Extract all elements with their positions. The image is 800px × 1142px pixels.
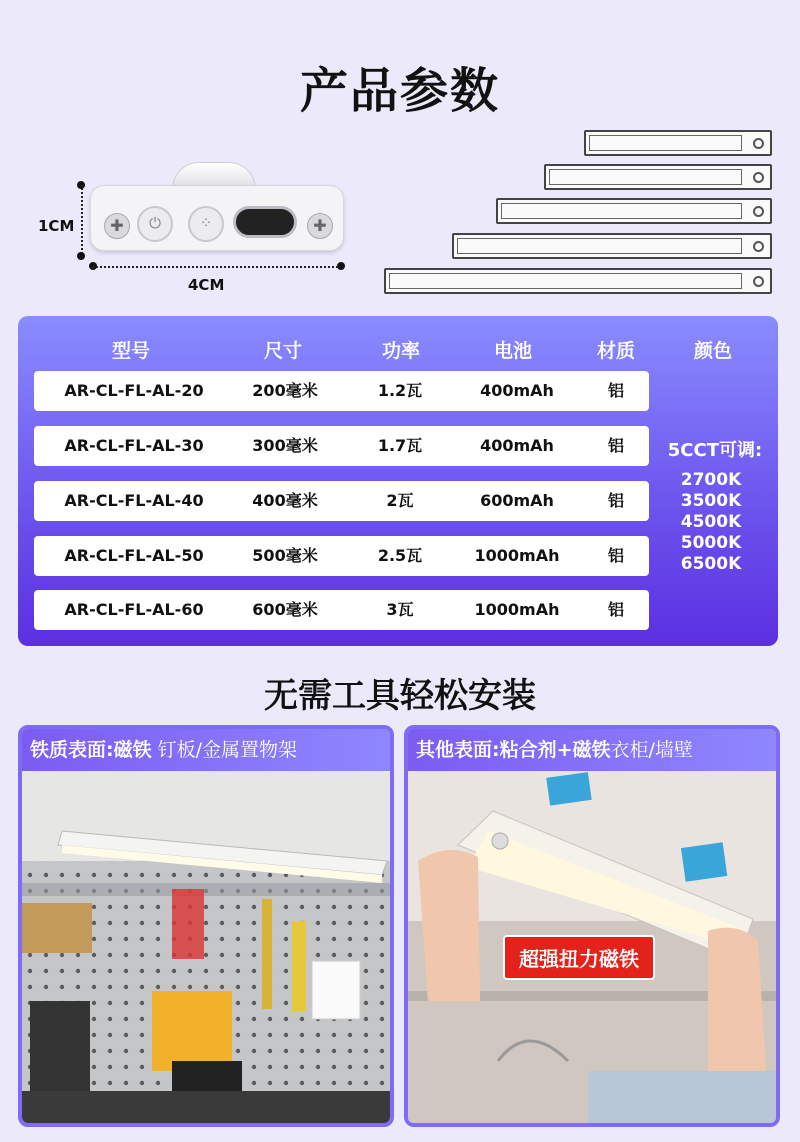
sensor-icon <box>753 241 764 252</box>
header-model: 型号 <box>111 340 150 362</box>
table-row <box>34 371 649 411</box>
cell-model: AR-CL-FL-AL-40 <box>64 491 204 510</box>
power-button-icon: ⏻ <box>137 206 173 242</box>
install-panel-other <box>404 725 780 1127</box>
screw-icon: ✚ <box>307 213 333 239</box>
height-label: 1CM <box>38 217 75 235</box>
panel-heading-rest: 钉板/金属置物架 <box>151 739 298 761</box>
sensor-icon <box>753 206 764 217</box>
color-temp-item: 5000K <box>680 533 742 553</box>
light-bar-300 <box>544 164 772 190</box>
panel-heading-bold: 铁质表面:磁铁 <box>30 739 152 761</box>
sensor-icon <box>753 172 764 183</box>
light-bar-200 <box>584 130 772 156</box>
sensor-button-icon: ⁘ <box>188 206 224 242</box>
panel-heading-rest: 衣柜/墙壁 <box>610 739 693 761</box>
color-temp-item: 3500K <box>680 491 742 511</box>
cell-size: 300毫米 <box>252 436 318 455</box>
cell-size: 500毫米 <box>252 546 318 565</box>
width-dimension-line <box>93 266 341 268</box>
cell-material: 铝 <box>607 546 624 565</box>
light-bar-400 <box>496 198 772 224</box>
cell-model: AR-CL-FL-AL-30 <box>64 436 204 455</box>
color-temp-item: 2700K <box>680 470 742 490</box>
cell-material: 铝 <box>607 381 624 400</box>
cell-battery: 1000mAh <box>474 600 560 619</box>
install-panel-metal <box>18 725 394 1127</box>
header-battery: 电池 <box>493 340 532 362</box>
width-label: 4CM <box>188 276 225 294</box>
cell-model: AR-CL-FL-AL-60 <box>64 600 204 619</box>
header-power: 功率 <box>381 340 420 362</box>
color-temp-heading: 5CCT可调: <box>667 440 763 461</box>
cell-battery: 400mAh <box>480 381 554 400</box>
table-row <box>34 481 649 521</box>
cell-model: AR-CL-FL-AL-50 <box>64 546 204 565</box>
cell-power: 3瓦 <box>386 600 414 619</box>
cell-size: 400毫米 <box>252 491 318 510</box>
header-material: 材质 <box>596 340 635 362</box>
cell-power: 2.5瓦 <box>377 546 423 565</box>
light-bar-600 <box>384 268 772 294</box>
cell-power: 1.7瓦 <box>377 436 423 455</box>
color-temp-item: 6500K <box>680 554 742 574</box>
panel-heading <box>22 729 390 771</box>
cell-material: 铝 <box>607 600 624 619</box>
cell-battery: 600mAh <box>480 491 554 510</box>
install-title: 无需工具轻松安装 <box>264 676 536 716</box>
height-dimension-line <box>81 185 83 257</box>
screw-icon: ✚ <box>104 213 130 239</box>
usb-c-port <box>233 206 297 238</box>
cell-size: 600毫米 <box>252 600 318 619</box>
table-row <box>34 426 649 466</box>
magnet-tag: 超强扭力磁铁 <box>503 935 655 980</box>
pegboard-photo <box>22 771 390 1127</box>
table-row <box>34 536 649 576</box>
light-bar-500 <box>452 233 772 259</box>
sensor-icon <box>753 276 764 287</box>
cell-material: 铝 <box>607 491 624 510</box>
cell-battery: 400mAh <box>480 436 554 455</box>
color-temp-item: 4500K <box>680 512 742 532</box>
color-temp-list <box>652 470 770 575</box>
cell-material: 铝 <box>607 436 624 455</box>
cell-battery: 1000mAh <box>474 546 560 565</box>
page-title: 产品参数 <box>299 63 500 119</box>
dimension-dot <box>337 262 345 270</box>
cell-size: 200毫米 <box>252 381 318 400</box>
dimension-dot <box>77 252 85 260</box>
cell-power: 1.2瓦 <box>377 381 423 400</box>
sensor-icon <box>753 138 764 149</box>
cell-power: 2瓦 <box>386 491 414 510</box>
header-color: 颜色 <box>693 340 732 362</box>
panel-heading <box>408 729 776 771</box>
cell-model: AR-CL-FL-AL-20 <box>64 381 204 400</box>
panel-heading-bold: 其他表面:粘合剂+磁铁 <box>416 739 611 761</box>
header-size: 尺寸 <box>263 340 302 362</box>
table-row <box>34 590 649 630</box>
